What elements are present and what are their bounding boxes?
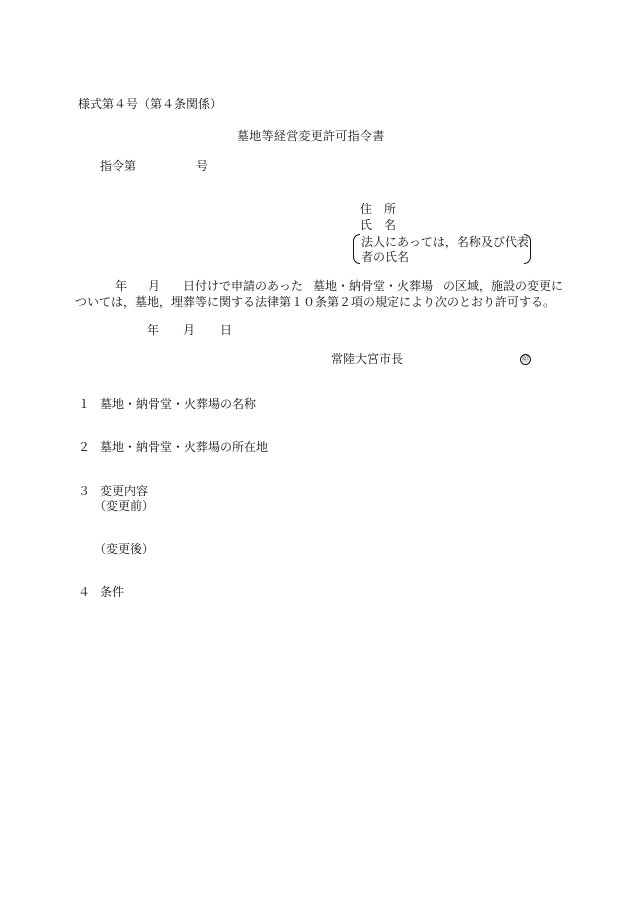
body-year: 年 [115, 279, 128, 293]
body-line2: ついては，墓地，埋葬等に関する法律第１０条第２項の規定により次のとおり許可する。 [75, 295, 556, 309]
name-label: 氏 名 [360, 218, 397, 232]
right-bracket [524, 234, 531, 264]
item-number: ３ [78, 484, 91, 498]
item-label: 変更内容 [100, 484, 149, 498]
change-after-label: （変更後） [94, 542, 155, 556]
item-label: 墓地・納骨堂・火葬場の所在地 [100, 440, 269, 454]
item-label: 条件 [100, 585, 125, 599]
item-number: ４ [78, 585, 91, 599]
corp-note-line2: 者の氏名 [361, 250, 410, 264]
body-line1-b: の区域，施設の変更に [443, 279, 564, 293]
left-bracket [353, 234, 360, 264]
order-number-suffix: 号 [196, 159, 209, 173]
address-label: 住 所 [360, 202, 397, 216]
date-month: 月 [183, 323, 196, 337]
date-year: 年 [147, 323, 160, 337]
order-number-prefix: 指令第 [100, 159, 137, 173]
item-label: 墓地・納骨堂・火葬場の名称 [100, 397, 257, 411]
form-id: 様式第４号（第４条関係） [78, 97, 223, 111]
corp-note-line1: 法人にあっては，名称及び代表 [361, 235, 529, 249]
issuer-title: 常陸大宮市長 [331, 352, 404, 366]
document-title: 墓地等経営変更許可指令書 [237, 129, 385, 143]
body-facility: 墓地・納骨堂・火葬場 [313, 279, 434, 293]
item-number: ２ [78, 440, 91, 454]
seal-icon: ㊞ [522, 355, 529, 363]
change-before-label: （変更前） [94, 499, 155, 513]
body-line1-a: 日付けで申請のあった [183, 279, 303, 293]
body-month: 月 [148, 279, 161, 293]
date-day: 日 [220, 323, 233, 337]
item-number: １ [78, 397, 91, 411]
